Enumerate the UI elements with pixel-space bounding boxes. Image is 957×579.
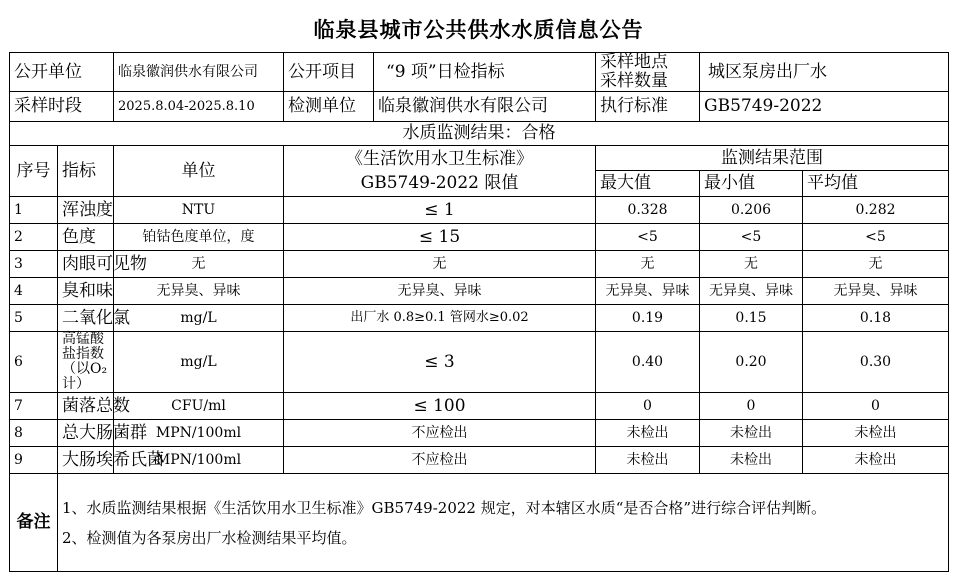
row-max: 0.40: [596, 332, 700, 393]
notes-label: 备注: [10, 474, 58, 572]
row-no: 3: [10, 251, 58, 278]
header-indicator: 指标: [58, 146, 114, 197]
row-min: 无异臭、异味: [700, 278, 803, 305]
sample-location-label-2: 采样数量: [600, 71, 668, 91]
row-max: 未检出: [596, 447, 700, 474]
row-no: 1: [10, 197, 58, 224]
row-no: 4: [10, 278, 58, 305]
row-unit: 无: [114, 251, 284, 278]
notes-row: [10, 474, 949, 572]
row-max: 无: [596, 251, 700, 278]
row-min: 0.15: [700, 305, 803, 332]
row-unit: CFU/ml: [114, 393, 284, 420]
row-no: 6: [10, 332, 58, 393]
row-max: 0.328: [596, 197, 700, 224]
test-unit-value: 临泉徽润供水有限公司: [374, 92, 596, 122]
row-indicator: 总大肠菌群: [58, 420, 114, 447]
row-avg: 未检出: [803, 447, 949, 474]
row-max: <5: [596, 224, 700, 251]
table-row: [10, 305, 949, 332]
row-max: 0.19: [596, 305, 700, 332]
row-limit: 出厂水 0.8≥0.1 管网水≥0.02: [284, 305, 596, 332]
row-avg: 0.18: [803, 305, 949, 332]
row-limit: 无: [284, 251, 596, 278]
header-limit: [284, 146, 596, 197]
info-row-1: [10, 53, 949, 92]
info-row-2: [10, 92, 949, 122]
row-max: 未检出: [596, 420, 700, 447]
publish-project-label: 公开项目: [284, 53, 374, 92]
table-row: [10, 278, 949, 305]
page-title: 临泉县城市公共供水水质信息公告: [313, 18, 644, 42]
result-title-row: [10, 122, 949, 146]
header-limit-line-1: 《生活饮用水卫生标准》: [346, 149, 533, 169]
row-avg: 无: [803, 251, 949, 278]
row-no: 9: [10, 447, 58, 474]
publish-unit-value: 临泉徽润供水有限公司: [114, 53, 284, 92]
table-row: [10, 224, 949, 251]
row-min: 未检出: [700, 447, 803, 474]
row-limit: ≤ 100: [284, 393, 596, 420]
sample-period-value: 2025.8.04-2025.8.10: [114, 92, 284, 122]
row-limit: 不应检出: [284, 420, 596, 447]
header-unit: 单位: [114, 146, 284, 197]
publish-unit-label: 公开单位: [10, 53, 114, 92]
row-min: 未检出: [700, 420, 803, 447]
header-row-1: [10, 146, 949, 171]
header-no: 序号: [10, 146, 58, 197]
test-unit-label: 检测单位: [284, 92, 374, 122]
row-limit: ≤ 3: [284, 332, 596, 393]
row-avg: 0.282: [803, 197, 949, 224]
table-row: [10, 393, 949, 420]
row-min: 0.206: [700, 197, 803, 224]
row-unit: NTU: [114, 197, 284, 224]
row-indicator: 浑浊度: [58, 197, 114, 224]
row-no: 8: [10, 420, 58, 447]
row-indicator: 大肠埃希氏菌: [58, 447, 114, 474]
row-max: 0: [596, 393, 700, 420]
row-unit: mg/L: [114, 332, 284, 393]
table-row: [10, 420, 949, 447]
row-indicator: 高锰酸盐指数（以O₂计）: [58, 332, 114, 393]
row-max: 无异臭、异味: [596, 278, 700, 305]
row-min: 无: [700, 251, 803, 278]
row-min: <5: [700, 224, 803, 251]
row-indicator: 臭和味: [58, 278, 114, 305]
note-line-1: 1、水质监测结果根据《生活饮用水卫生标准》GB5749-2022 规定，对本辖区水质“是否合格”进行综合评估判断。: [62, 498, 827, 517]
row-avg: 未检出: [803, 420, 949, 447]
row-avg: 无异臭、异味: [803, 278, 949, 305]
row-no: 7: [10, 393, 58, 420]
table-row: [10, 447, 949, 474]
row-unit: MPN/100ml: [114, 447, 284, 474]
standard-value: GB5749-2022: [700, 92, 949, 122]
sample-location-label: [596, 53, 700, 92]
sample-location-value: 城区泵房出厂水: [700, 53, 949, 92]
row-limit: 不应检出: [284, 447, 596, 474]
standard-label: 执行标准: [596, 92, 700, 122]
row-no: 5: [10, 305, 58, 332]
publish-project-value: “9 项”日检指标: [374, 53, 596, 92]
header-min: 最小值: [700, 171, 803, 197]
header-max: 最大值: [596, 171, 700, 197]
row-indicator: 二氧化氯: [58, 305, 114, 332]
row-indicator: 色度: [58, 224, 114, 251]
header-limit-line-2: GB5749-2022 限值: [360, 173, 519, 193]
header-range: 监测结果范围: [596, 146, 949, 171]
table-row: [10, 251, 949, 278]
sample-location-label-1: 采样地点: [600, 52, 668, 72]
row-min: 0.20: [700, 332, 803, 393]
row-limit: ≤ 1: [284, 197, 596, 224]
row-unit: mg/L: [114, 305, 284, 332]
row-limit: 无异臭、异味: [284, 278, 596, 305]
water-quality-table: [9, 52, 949, 572]
row-avg: <5: [803, 224, 949, 251]
result-title: 水质监测结果：合格: [10, 122, 949, 146]
row-unit: 无异臭、异味: [114, 278, 284, 305]
row-unit: MPN/100ml: [114, 420, 284, 447]
header-avg: 平均值: [803, 171, 949, 197]
row-avg: 0: [803, 393, 949, 420]
table-row: [10, 332, 949, 393]
row-indicator: 菌落总数: [58, 393, 114, 420]
note-line-2: 2、检测值为各泵房出厂水检测结果平均值。: [62, 528, 357, 547]
notes-content: [58, 474, 949, 572]
table-row: [10, 197, 949, 224]
sample-period-label: 采样时段: [10, 92, 114, 122]
row-avg: 0.30: [803, 332, 949, 393]
row-unit: 铂钴色度单位，度: [114, 224, 284, 251]
row-indicator: 肉眼可见物: [58, 251, 114, 278]
row-no: 2: [10, 224, 58, 251]
row-limit: ≤ 15: [284, 224, 596, 251]
row-min: 0: [700, 393, 803, 420]
